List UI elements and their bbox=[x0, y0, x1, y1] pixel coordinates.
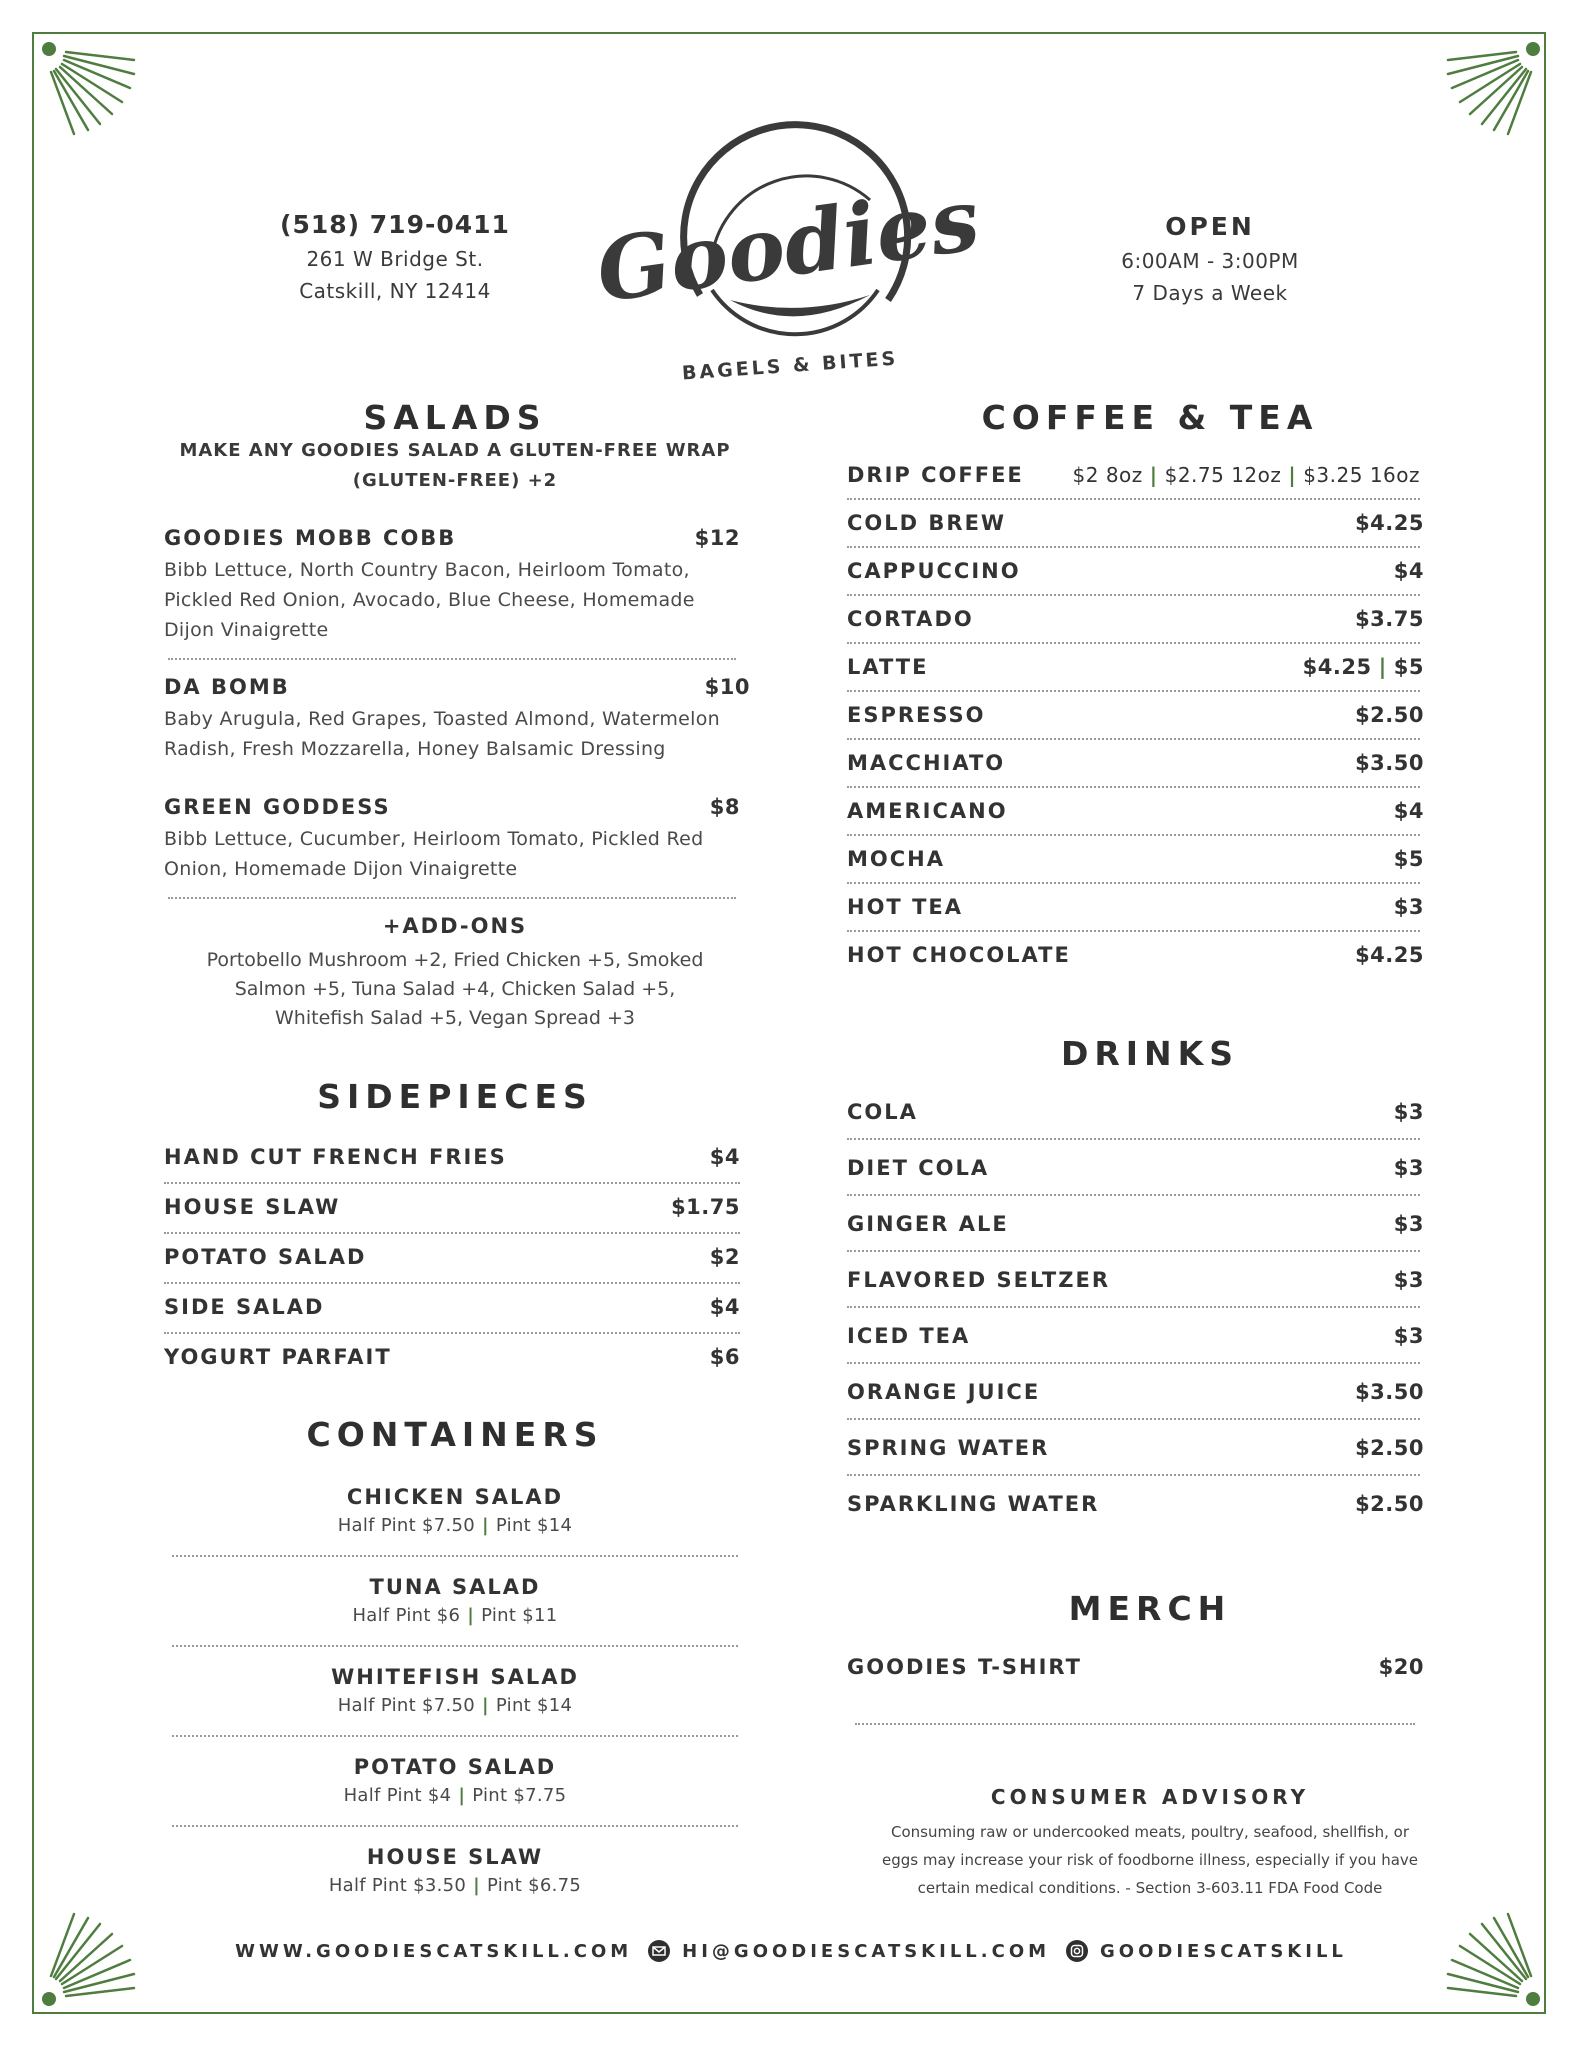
item-description-line: Pickled Red Onion, Avocado, Blue Cheese, Homemade bbox=[164, 589, 695, 611]
item-name: HOUSE SLAW bbox=[164, 1195, 341, 1219]
item-description bbox=[164, 824, 754, 884]
dotted-divider bbox=[847, 1418, 1420, 1420]
dotted-divider bbox=[164, 1182, 740, 1184]
dotted-divider bbox=[847, 882, 1420, 884]
container-name: POTATO SALAD bbox=[353, 1755, 557, 1779]
addons-line: Salmon +5, Tuna Salad +4, Chicken Salad +5, bbox=[234, 978, 676, 1000]
salads-note bbox=[160, 436, 750, 496]
container-prices bbox=[160, 1515, 750, 1536]
half-pint-price: Half Pint $6 bbox=[352, 1605, 461, 1626]
item-name: CAPPUCCINO bbox=[847, 559, 1021, 583]
dotted-divider bbox=[168, 658, 736, 660]
menu-item-row bbox=[847, 895, 1424, 919]
item-price: $3 bbox=[1393, 1268, 1424, 1292]
item-price: $4 bbox=[1393, 799, 1424, 823]
advisory-line: eggs may increase your risk of foodborne illness, especially if you have bbox=[881, 1851, 1418, 1869]
price-separator: | bbox=[1149, 463, 1158, 487]
item-price: $3 bbox=[1393, 1156, 1424, 1180]
item-price: $8 bbox=[709, 795, 740, 819]
menu-item-row bbox=[847, 1492, 1424, 1516]
container-prices bbox=[160, 1785, 750, 1806]
item-name: SPARKLING WATER bbox=[847, 1492, 1100, 1516]
advisory-title: CONSUMER ADVISORY bbox=[990, 1785, 1310, 1809]
menu-item-row bbox=[164, 1245, 740, 1269]
item-name: SIDE SALAD bbox=[164, 1295, 325, 1319]
menu-item-row bbox=[847, 703, 1424, 727]
dotted-divider bbox=[847, 1474, 1420, 1476]
item-price: $20 bbox=[1378, 1655, 1424, 1679]
half-pint-price: Half Pint $7.50 bbox=[337, 1695, 476, 1716]
dotted-divider bbox=[847, 1138, 1420, 1140]
pint-price: Pint $11 bbox=[481, 1605, 558, 1626]
dotted-divider bbox=[172, 1735, 738, 1737]
dotted-divider bbox=[172, 1645, 738, 1647]
footer bbox=[0, 1940, 1582, 1962]
dotted-divider bbox=[847, 930, 1420, 932]
item-description-line: Baby Arugula, Red Grapes, Toasted Almond, Watermelon bbox=[164, 708, 720, 730]
item-description-line: Radish, Fresh Mozzarella, Honey Balsamic Dressing bbox=[164, 738, 666, 760]
price-separator: | bbox=[1378, 655, 1387, 679]
dotted-divider bbox=[847, 834, 1420, 836]
item-name: HOT CHOCOLATE bbox=[847, 943, 1071, 967]
menu-item-row bbox=[164, 795, 740, 819]
item-price: $2.50 bbox=[1355, 1436, 1424, 1460]
item-price: $2.50 bbox=[1355, 1492, 1424, 1516]
container-name: HOUSE SLAW bbox=[366, 1845, 544, 1869]
menu-item-row bbox=[164, 1295, 740, 1319]
container-item bbox=[160, 1485, 750, 1536]
advisory-line: Consuming raw or undercooked meats, poultry, seafood, shellfish, or bbox=[891, 1823, 1409, 1841]
advisory-text bbox=[840, 1818, 1460, 1902]
container-name: TUNA SALAD bbox=[369, 1575, 541, 1599]
price-separator: | bbox=[473, 1875, 480, 1896]
item-name: FLAVORED SELTZER bbox=[847, 1268, 1110, 1292]
item-price: $4 bbox=[709, 1145, 740, 1169]
item-price: $4.25 bbox=[1355, 943, 1424, 967]
menu-item-row bbox=[847, 1655, 1424, 1679]
container-prices bbox=[160, 1695, 750, 1716]
menu-item-row bbox=[847, 799, 1424, 823]
dotted-divider bbox=[164, 1232, 740, 1234]
container-prices bbox=[160, 1605, 750, 1626]
item-description-line: Bibb Lettuce, North Country Bacon, Heirloom Tomato, bbox=[164, 559, 690, 581]
half-pint-price: Half Pint $7.50 bbox=[337, 1515, 476, 1536]
dotted-divider bbox=[172, 1555, 738, 1557]
item-price: $3 bbox=[1393, 1100, 1424, 1124]
pint-price: Pint $14 bbox=[495, 1695, 573, 1716]
item-name: LATTE bbox=[847, 655, 929, 679]
merch-title: MERCH bbox=[1068, 1589, 1232, 1628]
menu-item-row bbox=[847, 463, 1420, 487]
address-street: 261 W Bridge St. bbox=[306, 247, 484, 271]
menu-item-row bbox=[164, 1195, 740, 1219]
item-price: $4.25 bbox=[1355, 511, 1424, 535]
item-name: GOODIES MOBB COBB bbox=[164, 526, 457, 550]
menu-item-row bbox=[847, 655, 1424, 679]
social-handle[interactable]: GOODIESCATSKILL bbox=[1100, 1940, 1347, 1962]
item-price: $3 bbox=[1393, 1324, 1424, 1348]
menu-item-row bbox=[847, 751, 1424, 775]
item-description-line: Dijon Vinaigrette bbox=[164, 619, 329, 641]
dotted-divider bbox=[847, 1250, 1420, 1252]
half-pint-price: Half Pint $3.50 bbox=[328, 1875, 467, 1896]
container-item bbox=[160, 1665, 750, 1716]
item-name: HAND CUT FRENCH FRIES bbox=[164, 1145, 507, 1169]
dotted-divider bbox=[847, 498, 1420, 500]
menu-item-row bbox=[847, 943, 1424, 967]
coffee-title: COFFEE & TEA bbox=[981, 398, 1319, 437]
item-name: SPRING WATER bbox=[847, 1436, 1050, 1460]
item-price: $2 bbox=[709, 1245, 740, 1269]
item-price: $4 bbox=[709, 1295, 740, 1319]
half-pint-price: Half Pint $4 bbox=[343, 1785, 452, 1806]
addons-title: +ADD-ONS bbox=[382, 914, 528, 938]
container-item bbox=[160, 1575, 750, 1626]
hours-days: 7 Days a Week bbox=[1132, 281, 1288, 305]
menu-item-row bbox=[847, 1156, 1424, 1180]
salads-note-line: MAKE ANY GOODIES SALAD A GLUTEN-FREE WRAP bbox=[179, 440, 731, 461]
dotted-divider bbox=[847, 738, 1420, 740]
item-price: $1.75 bbox=[671, 1195, 740, 1219]
item-name: YOGURT PARFAIT bbox=[164, 1345, 392, 1369]
dotted-divider bbox=[847, 690, 1420, 692]
pint-price: Pint $6.75 bbox=[487, 1875, 582, 1896]
size-price: $4.25 bbox=[1302, 655, 1372, 679]
addons-list bbox=[160, 946, 750, 1033]
dotted-divider bbox=[847, 642, 1420, 644]
item-name: DRIP COFFEE bbox=[847, 463, 1024, 487]
item-price: $3 bbox=[1393, 1212, 1424, 1236]
item-name: HOT TEA bbox=[847, 895, 963, 919]
container-prices bbox=[160, 1875, 750, 1896]
size-price: $2.75 12oz bbox=[1164, 463, 1282, 487]
item-price: $10 bbox=[704, 675, 750, 699]
addons-line: Whitefish Salad +5, Vegan Spread +3 bbox=[275, 1007, 635, 1029]
item-description-line: Onion, Homemade Dijon Vinaigrette bbox=[164, 858, 518, 880]
corner-sunburst-icon bbox=[14, 1904, 144, 2034]
menu-item-row bbox=[847, 1268, 1424, 1292]
size-price: $5 bbox=[1393, 655, 1424, 679]
hours-time: 6:00AM - 3:00PM bbox=[1121, 249, 1299, 273]
email-link[interactable]: HI@GOODIESCATSKILL.COM bbox=[682, 1940, 1051, 1962]
item-name: ESPRESSO bbox=[847, 703, 986, 727]
addons-block bbox=[160, 914, 750, 1033]
goodies-logo bbox=[590, 120, 986, 390]
item-price: $4 bbox=[1393, 559, 1424, 583]
dotted-divider bbox=[164, 1282, 740, 1284]
item-price: $12 bbox=[694, 526, 740, 550]
dotted-divider bbox=[855, 1723, 1415, 1725]
dotted-divider bbox=[847, 594, 1420, 596]
menu-item-row bbox=[847, 1436, 1424, 1460]
price-separator: | bbox=[1288, 463, 1297, 487]
phone-number[interactable]: (518) 719-0411 bbox=[280, 210, 510, 239]
item-name: COLA bbox=[847, 1100, 918, 1124]
instagram-icon bbox=[1066, 1940, 1088, 1962]
drinks-title: DRINKS bbox=[1060, 1034, 1240, 1073]
price-separator: | bbox=[482, 1695, 489, 1716]
addons-line: Portobello Mushroom +2, Fried Chicken +5, Smoked bbox=[206, 949, 704, 971]
salads-note-line: (GLUTEN-FREE) +2 bbox=[352, 470, 558, 491]
dotted-divider bbox=[847, 786, 1420, 788]
container-item bbox=[160, 1845, 750, 1896]
price-separator: | bbox=[467, 1605, 475, 1626]
item-name: GREEN GODDESS bbox=[164, 795, 391, 819]
item-name: AMERICANO bbox=[847, 799, 1008, 823]
menu-item-row bbox=[847, 607, 1424, 631]
contact-info bbox=[260, 210, 530, 303]
price-separator: | bbox=[458, 1785, 466, 1806]
item-price: $3.50 bbox=[1355, 751, 1424, 775]
salads-title: SALADS bbox=[363, 398, 547, 437]
hours-title: OPEN bbox=[1165, 212, 1255, 241]
size-price: $3.25 16oz bbox=[1303, 463, 1420, 487]
advisory-line: certain medical conditions. - Section 3-603.11 FDA Food Code bbox=[917, 1879, 1383, 1897]
container-name: CHICKEN SALAD bbox=[346, 1485, 564, 1509]
corner-sunburst-icon bbox=[14, 14, 144, 144]
corner-sunburst-icon bbox=[1438, 14, 1568, 144]
item-name: DIET COLA bbox=[847, 1156, 990, 1180]
dotted-divider bbox=[168, 897, 736, 899]
dotted-divider bbox=[847, 1362, 1420, 1364]
menu-item-row bbox=[164, 526, 740, 550]
item-description-line: Bibb Lettuce, Cucumber, Heirloom Tomato, Pickled Red bbox=[164, 828, 704, 850]
price-separator: | bbox=[482, 1515, 489, 1536]
corner-sunburst-icon bbox=[1438, 1904, 1568, 2034]
menu-item-row bbox=[847, 1380, 1424, 1404]
logo-tagline: BAGELS & BITES bbox=[681, 347, 899, 385]
website-link[interactable]: WWW.GOODIESCATSKILL.COM bbox=[235, 1940, 633, 1962]
size-price: $2 8oz bbox=[1072, 463, 1143, 487]
menu-item-row bbox=[164, 1145, 740, 1169]
item-name: DA BOMB bbox=[164, 675, 290, 699]
item-price: $2.50 bbox=[1355, 703, 1424, 727]
item-name: ICED TEA bbox=[847, 1324, 971, 1348]
container-name: WHITEFISH SALAD bbox=[331, 1665, 579, 1689]
item-name: MACCHIATO bbox=[847, 751, 1006, 775]
menu-item-row bbox=[164, 675, 750, 699]
container-item bbox=[160, 1755, 750, 1806]
dotted-divider bbox=[172, 1825, 738, 1827]
menu-item-row bbox=[847, 1100, 1424, 1124]
item-name: GINGER ALE bbox=[847, 1212, 1009, 1236]
item-price: $5 bbox=[1393, 847, 1424, 871]
item-name: ORANGE JUICE bbox=[847, 1380, 1041, 1404]
menu-item-row bbox=[847, 1212, 1424, 1236]
item-description bbox=[164, 555, 754, 645]
containers-title: CONTAINERS bbox=[306, 1415, 604, 1454]
item-name: POTATO SALAD bbox=[164, 1245, 367, 1269]
item-name: CORTADO bbox=[847, 607, 974, 631]
pint-price: Pint $14 bbox=[495, 1515, 573, 1536]
item-name: MOCHA bbox=[847, 847, 945, 871]
menu-item-row bbox=[847, 511, 1424, 535]
menu-item-row bbox=[847, 847, 1424, 871]
item-price: $6 bbox=[709, 1345, 740, 1369]
hours-info bbox=[1075, 212, 1345, 305]
pint-price: Pint $7.75 bbox=[472, 1785, 567, 1806]
item-price: $3.75 bbox=[1355, 607, 1424, 631]
menu-item-row bbox=[164, 1345, 740, 1369]
item-name: COLD BREW bbox=[847, 511, 1007, 535]
menu-item-row bbox=[847, 1324, 1424, 1348]
envelope-icon bbox=[648, 1940, 670, 1962]
dotted-divider bbox=[847, 1306, 1420, 1308]
item-price bbox=[1073, 463, 1420, 487]
item-price: $3 bbox=[1393, 895, 1424, 919]
dotted-divider bbox=[847, 546, 1420, 548]
item-name: GOODIES T-SHIRT bbox=[847, 1655, 1082, 1679]
item-price bbox=[1303, 655, 1424, 679]
item-price: $3.50 bbox=[1355, 1380, 1424, 1404]
address-city: Catskill, NY 12414 bbox=[299, 279, 491, 303]
logo-wordmark: Goodies bbox=[590, 168, 986, 323]
dotted-divider bbox=[847, 1194, 1420, 1196]
dotted-divider bbox=[164, 1332, 740, 1334]
sidepieces-title: SIDEPIECES bbox=[317, 1077, 593, 1116]
item-description bbox=[164, 704, 764, 764]
menu-item-row bbox=[847, 559, 1424, 583]
